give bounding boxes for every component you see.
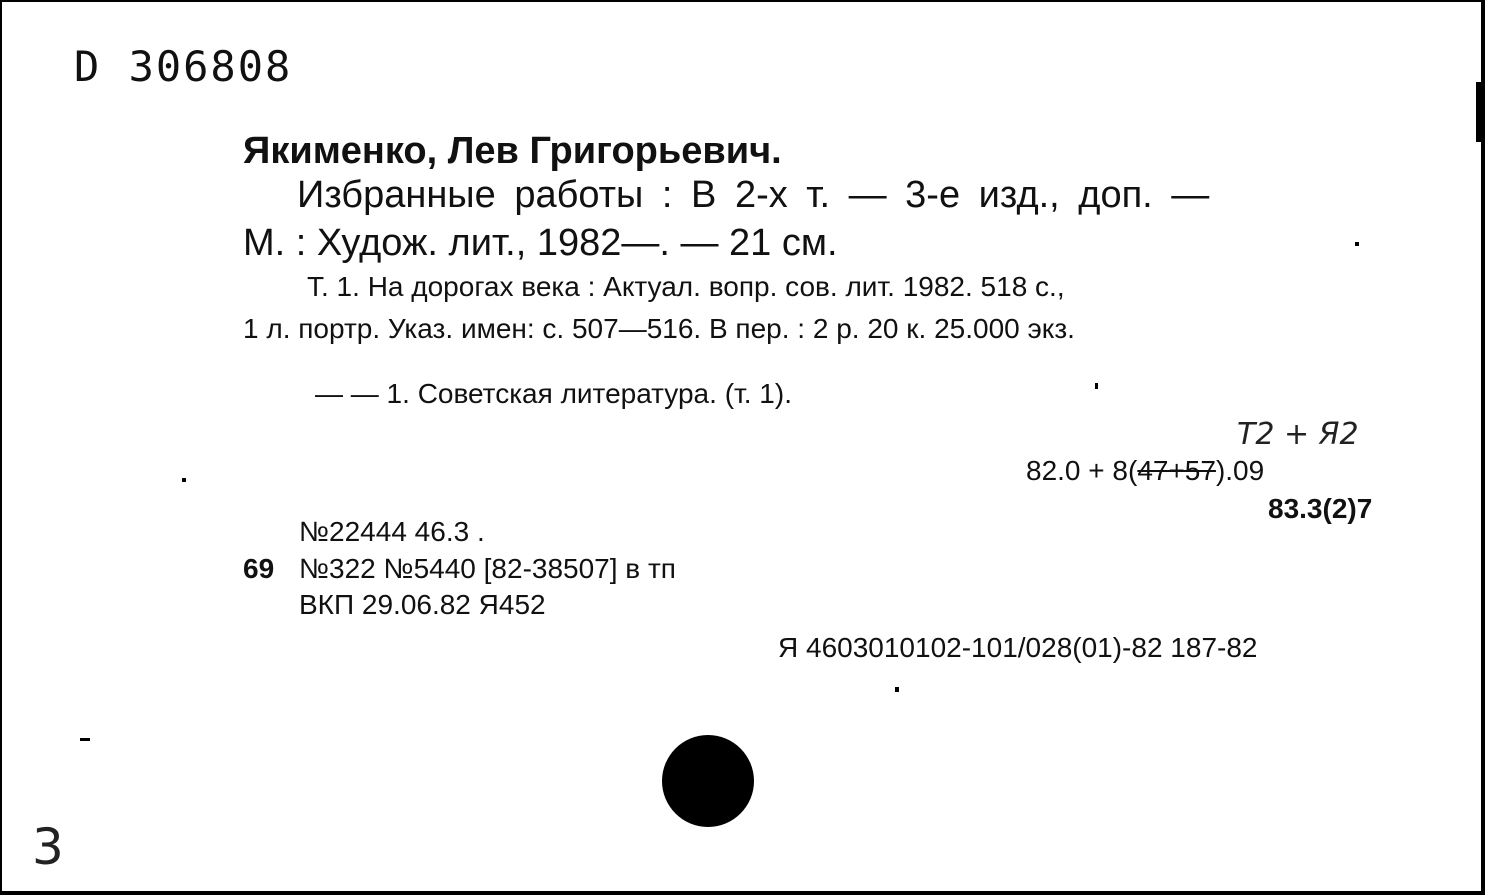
speck [80,738,90,741]
classification-index [1026,457,1264,485]
volume-line-1: Т. 1. На дорогах века : Актуал. вопр. сов. лит. 1982. 518 с., [307,271,1065,302]
speck [182,478,186,482]
inventory-stamp: D 306808 [74,42,293,91]
title-line-1: Избранные работы : В 2-х т. — 3-е изд., доп. — [297,174,1210,216]
record-line-1: №22444 46.3 . [299,516,485,547]
speck [1095,383,1098,389]
edge-mark [1476,82,1481,142]
subject-heading: — — 1. Советская литература. (т. 1). [315,378,792,409]
classification-part-1: 82.0 + 8( [1026,455,1138,486]
volume-line-2: 1 л. портр. Указ. имен: с. 507—516. В пер. : 2 р. 20 к. 25.000 экз. [243,313,1075,344]
speck [1355,242,1359,246]
punch-hole [662,735,754,827]
classification-code: 83.3(2)7 [1268,493,1373,524]
corner-mark: 3 [32,818,64,876]
record-line-3: ВКП 29.06.82 Я452 [299,589,546,620]
handwritten-note: Т2 + Я2 [1237,417,1359,452]
classification-struck: 47+57 [1137,455,1216,486]
author-heading: Якименко, Лев Григорьевич. [243,130,782,172]
publisher-code: Я 4603010102-101/028(01)-82 187-82 [778,632,1258,663]
catalog-card [2,2,1481,891]
record-line-2: №322 №5440 [82-38507] в тп [299,553,676,584]
classification-part-2: ).09 [1215,455,1265,486]
speck [895,687,899,692]
record-prefix: 69 [243,553,275,584]
title-line-2: М. : Худож. лит., 1982—. — 21 см. [243,222,838,264]
